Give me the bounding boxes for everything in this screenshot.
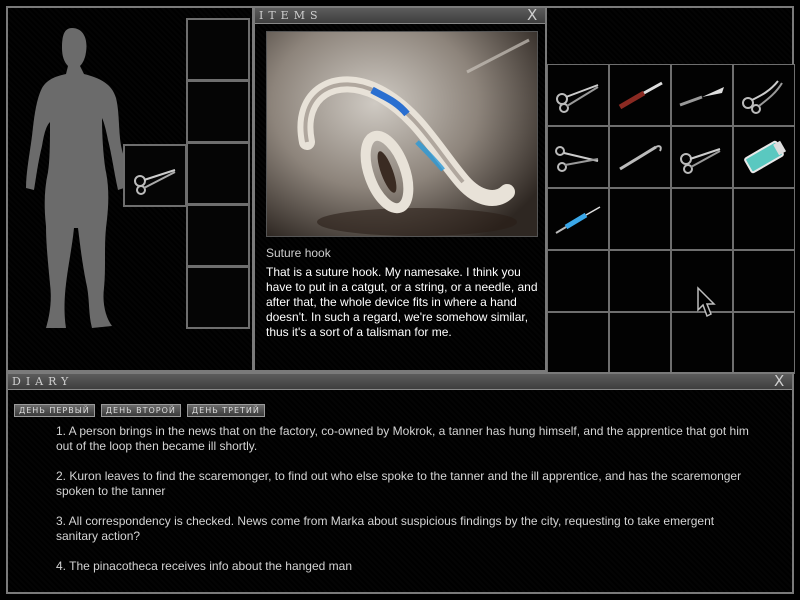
- diary-entry: 4. The pinacotheca receives info about the hanged man: [56, 559, 352, 573]
- diary-entry: 2. Kuron leaves to find the scaremonger, to find out who else spoke to the tanner and the ill apprentice, and has the scaremonger spoken to the tanner: [56, 469, 742, 498]
- inventory-cell[interactable]: [733, 126, 795, 188]
- equipment-slot-column: [186, 18, 250, 330]
- inventory-cell[interactable]: [733, 250, 795, 312]
- equipment-slot[interactable]: [186, 18, 250, 81]
- inventory-cell[interactable]: [547, 312, 609, 374]
- inventory-cell[interactable]: [609, 64, 671, 126]
- inventory-cell[interactable]: [733, 188, 795, 250]
- scissors-icon: [552, 75, 604, 115]
- tab-day-two[interactable]: ДЕНЬ ВТОРОЙ: [101, 404, 181, 417]
- diary-close-button[interactable]: X: [774, 372, 790, 390]
- diary-window: [6, 372, 794, 594]
- diary-titlebar: [8, 374, 792, 390]
- character-silhouette: [20, 22, 130, 332]
- character-panel: [6, 6, 254, 372]
- vial-icon: [738, 137, 790, 177]
- inventory-cell[interactable]: [671, 188, 733, 250]
- inventory-cell[interactable]: [733, 64, 795, 126]
- diary-day-tabs: [14, 404, 265, 417]
- scalpel-icon: [614, 75, 666, 115]
- scissors-icon: [129, 156, 181, 196]
- mouse-cursor-icon: [696, 286, 718, 320]
- syringe-icon: [552, 199, 604, 239]
- equipment-slot[interactable]: [186, 142, 250, 205]
- inventory-cell[interactable]: [547, 64, 609, 126]
- equipment-slot[interactable]: [186, 204, 250, 267]
- tab-day-three[interactable]: ДЕНЬ ТРЕТИЙ: [187, 404, 265, 417]
- items-close-button[interactable]: X: [527, 6, 543, 24]
- item-name: Suture hook: [266, 246, 331, 260]
- inventory-cell[interactable]: [733, 312, 795, 374]
- inventory-cell[interactable]: [547, 126, 609, 188]
- equipment-slot[interactable]: [186, 266, 250, 329]
- equipment-slot[interactable]: [186, 80, 250, 143]
- inventory-cell[interactable]: [609, 126, 671, 188]
- inventory-cell[interactable]: [609, 188, 671, 250]
- bent-scissors-icon: [738, 75, 790, 115]
- forceps-icon: [552, 137, 604, 177]
- inventory-grid: [547, 64, 795, 374]
- equipment-slot-hand[interactable]: [123, 144, 187, 207]
- item-preview-image: [266, 31, 538, 237]
- inventory-cell[interactable]: [671, 312, 733, 374]
- items-window: [253, 6, 547, 372]
- knife-icon: [676, 75, 728, 115]
- diary-title: DIARY: [12, 375, 74, 388]
- items-title: ITEMS: [259, 9, 323, 22]
- inventory-cell[interactable]: [547, 250, 609, 312]
- items-titlebar: [255, 8, 545, 24]
- diary-entries: [56, 424, 756, 589]
- inventory-cell[interactable]: [671, 126, 733, 188]
- diary-entry: 3. All correspondency is checked. News come from Marka about suspicious findings by the city, requesting to take emergent sanitary action?: [56, 514, 715, 543]
- probe-icon: [614, 137, 666, 177]
- inventory-cell[interactable]: [609, 250, 671, 312]
- item-description: That is a suture hook. My namesake. I think you have to put in a catgut, or a string, or a needle, and after that, the whole device fits in where a hand doesn't. In such a regard, we're somehow similar, thus it's a sort of a talisman for me.: [266, 265, 538, 339]
- inventory-panel: [545, 6, 794, 372]
- diary-entry: 1. A person brings in the news that on the factory, co-owned by Mokrok, a tanner has hung himself, and the apprentice that got him out of the loop then became ill shortly.: [56, 424, 749, 453]
- clamp-icon: [676, 137, 728, 177]
- inventory-cell[interactable]: [547, 188, 609, 250]
- tab-day-one[interactable]: ДЕНЬ ПЕРВЫЙ: [14, 404, 95, 417]
- inventory-cell[interactable]: [609, 312, 671, 374]
- inventory-cell[interactable]: [671, 64, 733, 126]
